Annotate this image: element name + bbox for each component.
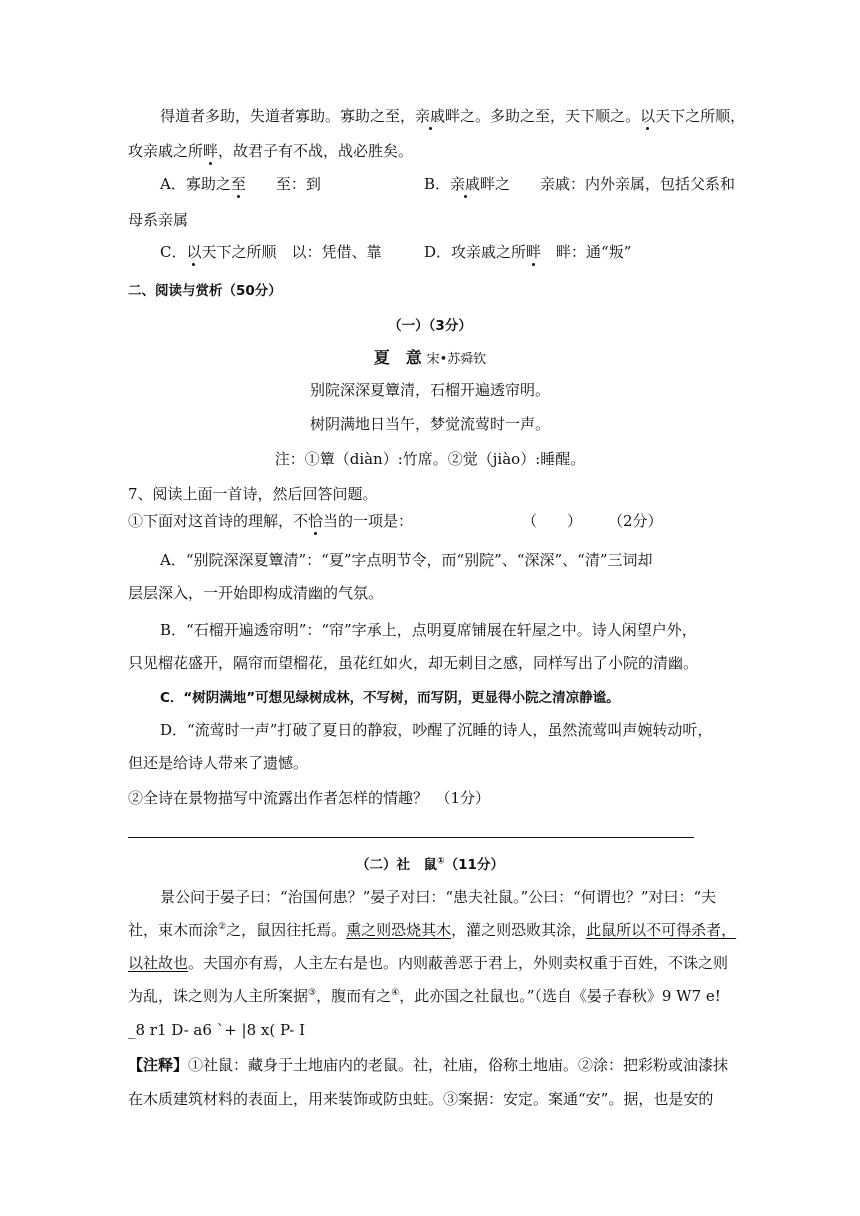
q7-stem: 7、阅读上面一首诗，然后回答问题。 <box>128 485 378 503</box>
q7-option-d-line-1: D．“流莺时一声”打破了夏日的静寂，吵醒了沉睡的诗人，虽然流莺叫声婉转动听， <box>160 721 713 739</box>
q6-option-c: C．以天下之所顺 以：凭借、靠 <box>160 243 382 261</box>
underlined-sentence-2a: 此鼠所以不可得杀者， <box>586 921 737 939</box>
q7-sub-question-2: ②全诗在景物描写中流露出作者怎样的情趣？ （1分） <box>128 789 491 807</box>
passage-line-1: 景公问于晏子曰：“治国何患？”晏子对曰：“患夫社鼠。”公曰：“何谓也？”对曰：“夫 <box>160 888 717 906</box>
q6-passage-line-1: 得道者多助，失道者寡助。寡助之至，亲戚畔之。多助之至，天下顺之。以天下之所顺， <box>160 107 746 125</box>
poem-author: 宋•苏舜钦 <box>426 352 487 367</box>
q7-option-c: C．“树阴满地”可想见绿树成林，不写树，而写阴，更显得小院之清凉静谧。 <box>160 690 620 706</box>
poem-note: 注：①簟（diàn）:竹席。②觉（jiào）:睡醒。 <box>274 450 586 468</box>
q6-passage-line-2: 攻亲戚之所畔，故君子有不战，战必胜矣。 <box>128 142 414 160</box>
part-1-heading: （一）（3分） <box>388 318 472 334</box>
part-2-heading: （二）社 鼠①（11分） <box>356 856 504 873</box>
notes-line-1: 【注释】①社鼠：藏身于土地庙内的老鼠。社，社庙，俗称土地庙。②涂：把彩粉或油漆抹 <box>128 1056 729 1074</box>
underlined-sentence-2b: 以社故也 <box>128 954 189 972</box>
q6-option-b-continued: 母系亲属 <box>128 211 189 229</box>
poem-line-2: 树阴满地日当午，梦觉流莺时一声。 <box>309 415 550 433</box>
poem-line-1: 别院深深夏簟清，石榴开遍透帘明。 <box>309 381 550 399</box>
q7-answer-blank: （ ） <box>522 512 583 530</box>
underlined-sentence-1: 熏之则恐烧其木 <box>346 921 452 939</box>
q7-option-a-line-2: 层层深入，一开始即构成清幽的气氛。 <box>128 584 384 602</box>
notes-label: 【注释】 <box>128 1056 189 1074</box>
q6-option-d: D．攻亲戚之所畔 畔：通“叛” <box>424 243 632 261</box>
q6-option-a: A．寡助之至 至：到 <box>160 175 321 193</box>
q7-option-d-line-2: 但还是给诗人带来了遗憾。 <box>128 754 309 772</box>
passage-line-5: _8 r1 D- a6 `+ |8 x( P- I <box>128 1021 306 1039</box>
passage-line-4: 为乱，诛之则为人主所案据③，腹而有之④，此亦国之社鼠也。”（选自《晏子春秋》9 W7 e! <box>128 987 721 1005</box>
q7-option-a-line-1: A．“别院深深夏簟清”：“夏”字点明节令，而“别院”、“深深”、“清”三词却 <box>160 551 653 569</box>
answer-line <box>128 837 694 838</box>
q7-option-b-line-1: B．“石榴开遍透帘明”：“帘”字承上，点明夏席铺展在轩屋之中。诗人闲望户外， <box>160 621 697 639</box>
section-2-heading: 二、阅读与赏析（50分） <box>128 283 282 299</box>
passage-line-3: 以社故也。夫国亦有焉，人主左右是也。内则蔽善恶于君上，外则卖权重于百姓，不诛之则 <box>128 954 729 972</box>
poem-title-line <box>0 348 860 370</box>
q6-option-b: B．亲戚畔之 亲戚：内外亲属，包括父系和 <box>424 175 736 193</box>
poem-title: 夏 意 <box>373 348 422 367</box>
passage-line-2: 社，束木而涂②之，鼠因往托焉。熏之则恐烧其木，灌之则恐败其涂，此鼠所以不可得杀者， <box>128 921 737 939</box>
notes-line-2: 在木质建筑材料的表面上，用来装饰或防虫蛀。③案据：安定。案通“安”。据，也是安的 <box>128 1090 714 1108</box>
q7-option-b-line-2: 只见榴花盛开，隔帘而望榴花，虽花红如火，却无刺目之感，同样写出了小院的清幽。 <box>128 654 699 672</box>
q7-sub-1-score: （2分） <box>608 512 663 530</box>
q7-sub-question-1: ①下面对这首诗的理解，不恰当的一项是： <box>128 512 414 530</box>
